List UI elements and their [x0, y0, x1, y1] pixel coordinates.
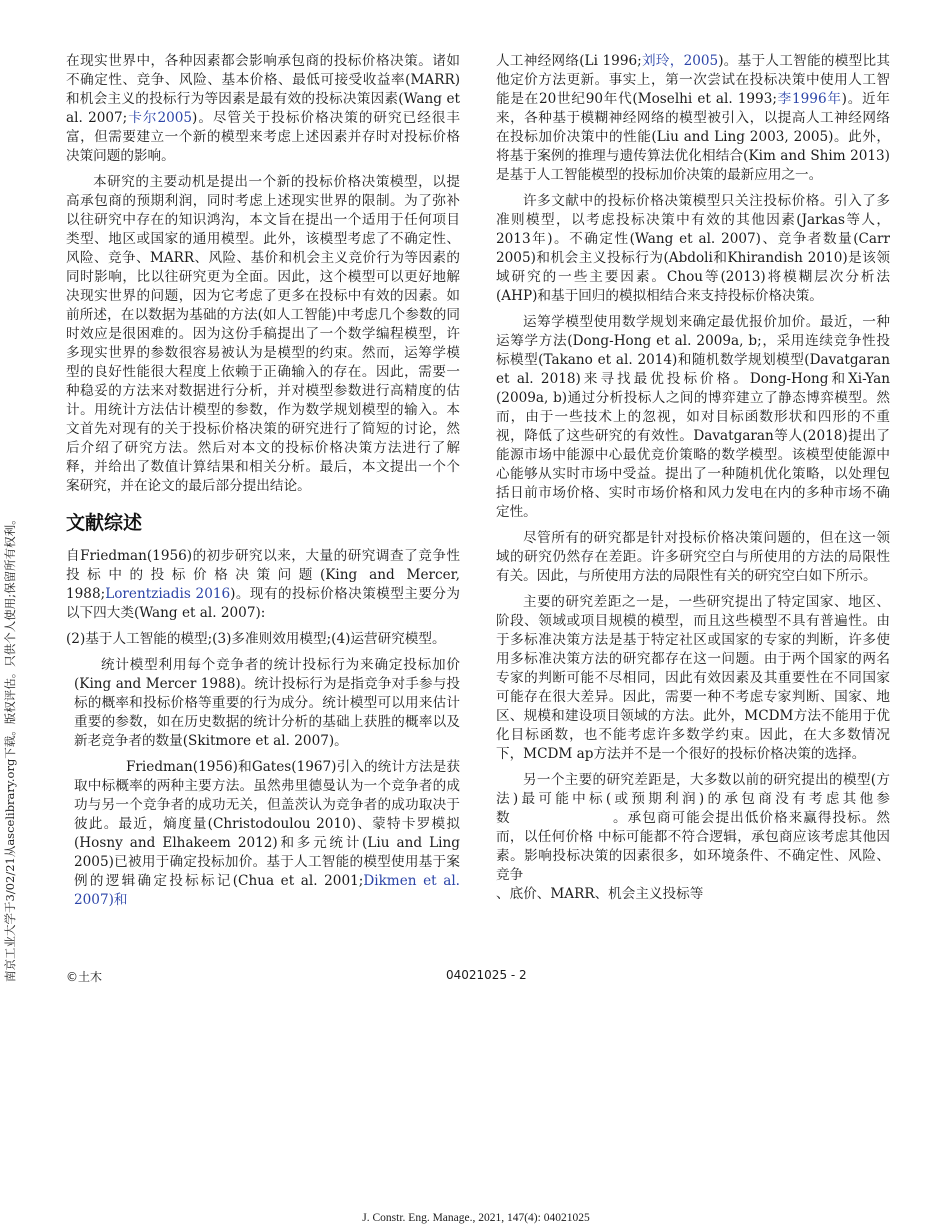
- paragraph: 运筹学模型使用数学规划来确定最优报价加价。最近，一种运筹学方法(Dong-Hong et al. 2009a, b;，采用连续竞争性投标模型(Takano et al. 2014)和随机数学规划模型(Davatgaran et al. 2018)来寻找最优投标价格。Dong-Hong和Xi-Yan (2009a, b)通过分析投标人之间的博弈建立了静态博弈模型。然而，由于一些技术上的忽视，如对目标函数形状和四形的不重视，降低了这些研究的有效性。Davatgaran等人(2018)提出了能源市场中能源中心最优竞价策略的数学模型。该模型使能源中心能够从实时市场中受益。提出了一种随机优化策略，以处理包括日前市场价格、实时市场价格和风力发电在内的多种市场不确定性。: [496, 314, 890, 520]
- reference-link[interactable]: 卡尔2005: [127, 110, 193, 126]
- download-notice-text: 南京工业大学于3/02/21从ascelibrary.org下载。版权评估。只供个人使用;保留所有权利。: [3, 513, 17, 982]
- paragraph: (2)基于人工智能的模型;(3)多准则效用模型;(4)运营研究模型。: [66, 631, 446, 647]
- paragraph: [66, 547, 460, 623]
- section-heading: 文献综述: [66, 512, 143, 534]
- reference-link[interactable]: 刘玲，2005: [641, 53, 719, 69]
- paragraph: [66, 52, 460, 166]
- reference-link[interactable]: Dikmen et al. 2007)和: [74, 873, 460, 908]
- paragraph: 、底价、MARR、机会主义投标等: [496, 886, 704, 902]
- footer-journal-mark: ©土木: [66, 970, 103, 984]
- paragraph-text: )。近年来，各种基于模糊神经网络的模型被引入，以提高人工神经网络在投标加价决策中的性能(Liu and Ling 2003, 2005)。此外，将基于案例的推理与遗传算法优化相结合(Kim and Shim 2013)是基于人工智能模型的投标加价决策的最新应用之一。: [496, 91, 890, 183]
- left-column: [66, 52, 460, 917]
- page-number: 04021025 - 2: [446, 968, 527, 982]
- paragraph-text: )。基于人工智能的模型比其他定价方法更新。事实上，第一次尝试在投标决策中使用人工智能是在20世纪90年代(Moselhi et al. 1993;: [496, 53, 890, 107]
- paragraph-text: Friedman(1956)和Gates(1967)引入的统计方法是获取中标概率的两种主要方法。虽然弗里德曼认为一个竞争者的成功与另一个竞争者的成功无关，但盖茨认为竞争者的成功取决于彼此。最近，熵度量(Christodoulou 2010)、蒙特卡罗模拟(Hosny and Elhakeem 2012)和多元统计(Liu and Ling 2005)已被用于确定投标加价。基于人工智能的模型使用基于案例的逻辑确定投标标记(Chua et al. 2001;: [74, 759, 460, 889]
- paragraph: [496, 52, 890, 185]
- paragraph: 许多文献中的投标价格决策模型只关注投标价格。引入了多准则模型，以考虑投标决策中有效的其他因素(Jarkas等人，2013年)。不确定性(Wang et al. 2007)、竞争者数量(Carr 2005)和机会主义投标行为(Abdoli和Khirandish 2010)是该领域研究的一些主要因素。Chou等(2013)将模糊层次分析法(AHP)和基于回归的模拟相结合来支持投标价格决策。: [496, 193, 890, 304]
- journal-citation: J. Constr. Eng. Manage., 2021, 147(4): 04021025: [362, 1212, 590, 1224]
- right-column: [496, 52, 890, 911]
- paragraph: 尽管所有的研究都是针对投标价格决策问题的，但在这一领域的研究仍然存在差距。许多研究空白与所使用的方法的局限性有关。因此，与所使用方法的局限性有关的研究空白如下所示。: [496, 530, 890, 584]
- paragraph: 本研究的主要动机是提出一个新的投标价格决策模型，以提高承包商的预期利润，同时考虑上述现实世界的限制。为了弥补以往研究中存在的知识鸿沟，本文旨在提出一个适用于任何项目类型、地区或国家的通用模型。此外，该模型考虑了不确定性、风险、竞争、MARR、风险、基价和机会主义竞价行为等因素的同时影响，比以往研究更为全面。因此，这个模型可以更好地解决现实世界的问题，因为它考虑了更多在投标中有效的因素。如前所述，在以数据为基础的方法(如人工智能)中考虑几个参数的同时效应是很困难的。因为这份手稿提出了一个数学编程模型，许多现实世界的参数很容易被认为是模型的约束。然而，运筹学模型的良好性能很大程度上依赖于正确输入的存在。因此，需要一种稳妥的方法来对数据进行分析，并对模型参数进行高精度的估计。用统计方法估计模型的参数，作为数学规划模型的输入。本文首先对现有的关于投标价格决策的研究进行了简短的讨论，然后介绍了研究方法。然后对本文的投标价格决策方法进行了解释，并给出了数值计算结果和相关分析。最后，本文提出一个个案研究，并在论文的最后部分提出结论。: [66, 174, 460, 494]
- download-notice-sidebar: [2, 512, 22, 982]
- paragraph-text: 在现实世界中，各种因素都会影响承包商的投标价格决策。诸如不确定性、竞争、风险、基本价格、最低可接受收益率(MARR)和机会主义的投标行为等因素是最有效的投标决策因素(Wang et al. 2007;: [66, 53, 460, 126]
- paragraph: 另一个主要的研究差距是，大多数以前的研究提出的模型(方法)最可能中标(或预期利润)的承包商没有考虑其他参数 。承包商可能会提出低价格来赢得投标。然而，以任何价格 中标可能都不符合逻辑，承包商应该考虑其他因素。影响投标决策的因素很多，如环境条件、不确定性、风险、竞争: [496, 772, 890, 883]
- reference-link[interactable]: 李1996年: [776, 91, 842, 107]
- paragraph: 统计模型利用每个竞争者的统计投标行为来确定投标加价(King and Mercer 1988)。统计投标行为是指竞争对手参与投标的概率和投标价格等重要的行为成分。统计模型可以用来估计重要的参数，如在历史数据的统计分析的基础上获胜的概率以及新老竞争者的数量(Skitmore et al. 2007)。: [74, 657, 460, 749]
- reference-link[interactable]: Lorentziadis 2016: [105, 586, 231, 602]
- paragraph-text: 人工神经网络(Li 1996;: [496, 53, 642, 69]
- paragraph-text: )。现有的投标价格决策模型主要分为以下四大类(Wang et al. 2007):: [66, 586, 460, 621]
- paragraph: [66, 758, 460, 910]
- paragraph-text: )。尽管关于投标价格决策的研究已经很丰富，但需要建立一个新的模型来考虑上述因素并存时对投标价格决策问题的影响。: [66, 110, 460, 164]
- paragraph-text: 自Friedman(1956)的初步研究以来，大量的研究调查了竞争性投标中的投标价格决策问题(King and Mercer, 1988;: [66, 548, 460, 602]
- paragraph: 主要的研究差距之一是，一些研究提出了特定国家、地区、阶段、领域或项目规模的模型，而且这些模型不具有普遍性。由于多标准决策方法是基于特定社区或国家的专家的判断，许多使用多标准决策方法的研究都存在这一问题。由于两个国家的两名专家的判断可能不尽相同，因此有效因素及其重要性在不同国家可能存在很大差异。因此，需要一种不考虑专家判断、国家、地区、规模和建设项目领域的方法。此外，MCDM方法不能用于优化目标函数，也不能考虑许多数学约束。因此，在大多数情况下，MCDM ap方法并不是一个很好的投标价格决策的选择。: [496, 594, 890, 762]
